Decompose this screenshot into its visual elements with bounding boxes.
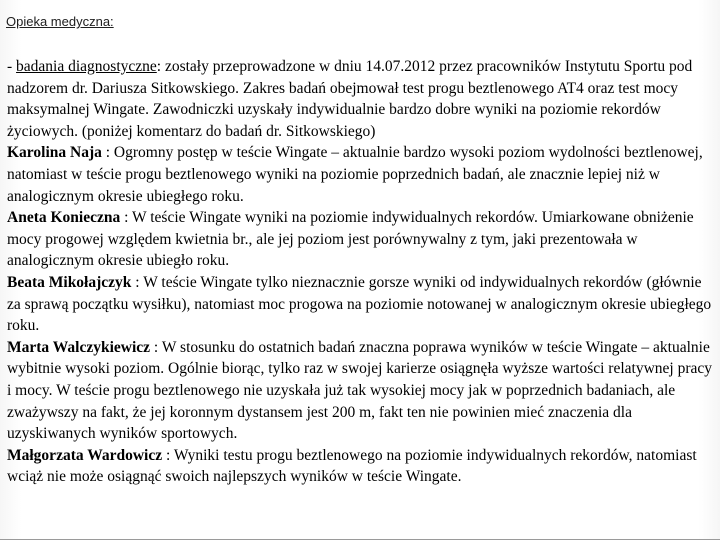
slide-title: Opieka medyczna:	[6, 14, 114, 29]
intro-label: badania diagnostyczne	[16, 58, 157, 75]
athlete-comment: : W teście Wingate tylko nieznacznie gorsze wyniki od indywidualnych rekordów (głównie za sprawą początku wysiłku), natomiast moc progowa na poziomie notowanej w analogicznym okresie ubiegłego roku.	[7, 273, 712, 335]
athlete-name: Beata Mikołajczyk	[7, 273, 132, 291]
intro-text: : zostały przeprowadzone w dniu 14.07.2012 przez pracowników Instytutu Sportu pod nadzorem dr. Dariusza Sitkowskiego. Zakres badań obejmował test progu beztlenowego AT4 oraz test mocy maksymalnej Wingate. Zawodniczki uzyskały indywidualnie bardzo dobre wyniki na poziomie rekordów życiowych. (poniżej komentarz do badań dr. Sitkowskiego)	[7, 58, 693, 140]
athlete-paragraph-konieczna	[7, 207, 715, 272]
athlete-name: Aneta Konieczna	[7, 209, 121, 227]
athlete-name: Karolina Naja	[7, 144, 102, 162]
athlete-comment: : Ogromny postęp w teście Wingate – aktualnie bardzo wysoki poziom wydolności beztlenowej, natomiast w teście progu beztlenowego wyniki na poziomie poprzednich badań, ale znacznie lepiej niż w analogicznym okresie ubiegłego roku.	[7, 144, 703, 205]
athlete-comment: : Wyniki testu progu beztlenowego na poziomie indywidualnych rekordów, natomiast wciąż nie może osiągnąć swoich najlepszych wyników w teście Wingate.	[7, 446, 697, 486]
athlete-comment: : W stosunku do ostatnich badań znaczna poprawa wyników w teście Wingate – aktualnie wybitnie wysoki poziom. Ogólnie biorąc, tylko raz w swojej karierze osiągnęła wyższe wartości relatywnej pracy i mocy. W teście progu beztlenowego nie uzyskała już tak wysokiej mocy jak w poprzednich badaniach, ale zważywszy na fakt, że jej koronnym dystansem jest 200 m, fakt ten nie powinien mieć znaczenia dla uzyskiwanych wyników sportowych.	[7, 338, 713, 443]
athlete-comment: : W teście Wingate wyniki na poziomie indywidualnych rekordów. Umiarkowane obniżenie mocy progowej względem kwietnia br., ale jej poziom jest porównywalny z tym, jaki prezentowała w analogicznym okresie ubiegło roku.	[7, 209, 694, 270]
athlete-paragraph-mikolajczyk	[7, 272, 715, 337]
athlete-name: Marta Walczykiewicz	[7, 338, 151, 356]
intro-prefix: -	[7, 58, 17, 75]
athlete-paragraph-walczykiewicz	[7, 337, 715, 445]
athlete-paragraph-naja	[7, 142, 715, 207]
slide-body	[7, 56, 715, 488]
athlete-name: Małgorzata Wardowicz	[7, 446, 163, 464]
intro-paragraph	[7, 56, 715, 142]
athlete-paragraph-wardowicz	[7, 445, 715, 488]
